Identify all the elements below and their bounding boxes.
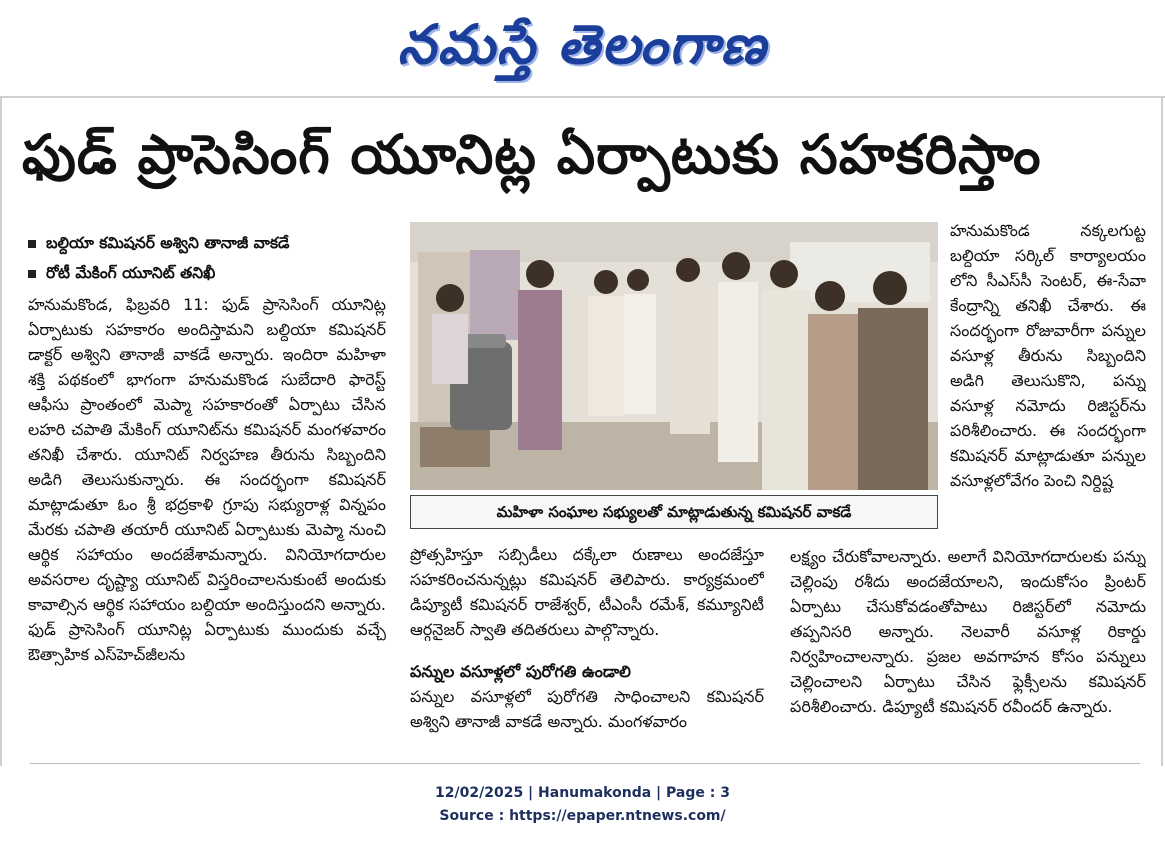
newspaper-logo: నమస్తే తెలంగాణ bbox=[397, 12, 768, 76]
article-column-left bbox=[28, 292, 386, 756]
article-text: ప్రోత్సహిస్తూ సబ్సిడీలు దక్కేలా రుణాలు అందజేస్తూ సహకరించనున్నట్లు కమిషనర్ తెలిపారు. కార్యక్రమంలో డిప్యూటీ కమిషనర్ రాజేశ్వర్, టీఎంసీ రమేశ్, కమ్యూనిటీ ఆర్గనైజర్ స్వాతి తదితరులు పాల్గొన్నారు. bbox=[410, 545, 764, 639]
bullet-text: బల్దియా కమిషనర్ అశ్విని తానాజీ వాకడే bbox=[46, 234, 290, 252]
bullet-item bbox=[28, 258, 388, 288]
article-column-mid-1 bbox=[410, 542, 764, 652]
article-column-right-top bbox=[950, 218, 1146, 536]
article-column-mid-2 bbox=[410, 684, 764, 744]
subheadline-bullets bbox=[28, 228, 388, 288]
masthead bbox=[0, 4, 1165, 84]
bottom-divider bbox=[30, 763, 1140, 764]
article-text: పన్నుల వసూళ్లలో పురోగతి సాధించాలని కమిషనర్ అశ్విని తానాజీ వాకడే అన్నారు. మంగళవారం bbox=[410, 687, 764, 731]
headline: ఫుడ్ ప్రాసెసింగ్ యూనిట్ల ఏర్పాటుకు సహకరిస్తాం bbox=[22, 123, 1042, 186]
photo-illustration bbox=[410, 222, 938, 490]
bullet-text: రోటీ మేకింగ్ యూనిట్ తనిఖీ bbox=[46, 264, 216, 282]
article-column-right-bottom bbox=[790, 544, 1146, 748]
right-border bbox=[1161, 96, 1163, 766]
article-text: హనుమకొండ నక్కలగుట్ట బల్దియా సర్కిల్ కార్యాలయం లోని సీఎస్‌సీ సెంటర్, ఈ-సేవా కేంద్రాన్ని తనిఖీ చేశారు. ఈ సందర్భంగా రోజువారీగా పన్నుల వసూళ్ల తీరును సిబ్బందిని అడిగి తెలుసుకొని, పన్ను వసూళ్ల నమోదు రిజిస్టర్‌ను పరిశీలించారు. ఈ సందర్భంగా కమిషనర్ మాట్లాడుతూ పన్నుల వసూళ్లలోవేగం పెంచి నిర్దిష్ట bbox=[950, 221, 1146, 490]
photo-caption: మహిళా సంఘాల సభ్యులతో మాట్లాడుతున్న కమిషనర్ వాకడే bbox=[410, 495, 938, 529]
article-subheading: పన్నుల వసూళ్లలో పురోగతి ఉండాలి bbox=[410, 662, 631, 681]
bullet-square-icon bbox=[28, 240, 36, 248]
left-border bbox=[0, 96, 2, 766]
top-divider bbox=[0, 96, 1165, 98]
footer-date-line: 12/02/2025 | Hanumakonda | Page : 3 bbox=[435, 785, 730, 801]
bullet-item bbox=[28, 228, 388, 258]
article-text: లక్ష్యం చేరుకోవాలన్నారు. అలాగే వినియోగదారులకు పన్ను చెల్లింపు రశీదు అందజేయాలని, ఇందుకోసం ప్రింటర్ ఏర్పాటు చేసుకోవడంతోపాటు రిజిస్టర్‌లో నమోదు తప్పనిసరి అన్నారు. నెలవారీ వసూళ్ల రికార్డు నిర్వహించాలన్నారు. ప్రజల అవగాహన కోసం పన్నులు చెల్లించాలని ఏర్పాటు చేసిన ఫ్లెక్సీలను కమిషనర్ పరిశీలించారు. డిప్యూటీ కమిషనర్ రవీందర్ ఉన్నారు. bbox=[790, 547, 1146, 716]
news-photo bbox=[410, 222, 938, 490]
article-text: హనుమకొండ, ఫిబ్రవరి 11: ఫుడ్ ప్రాసెసింగ్ యూనిట్ల ఏర్పాటుకు సహకారం అందిస్తామని బల్దియా కమిషనర్ డాక్టర్ అశ్విని తానాజీ వాకడే అన్నారు. ఇందిరా మహిళా శక్తి పథకంలో భాగంగా హనుమకొండ సుబేదారి ఫారెస్ట్ ఆఫీసు ప్రాంతంలో మెప్మా సహకారంతో ఏర్పాటు చేసిన లహరి చపాతి మేకింగ్ యూనిట్‌ను కమిషనర్ మంగళవారం తనిఖీ చేశారు. యూనిట్ నిర్వహణ తీరును సిబ్బందిని అడిగి తెలుసుకున్నారు. ఈ సందర్భంగా కమిషనర్ మాట్లాడుతూ ఓం శ్రీ భద్రకాళి గ్రూపు సభ్యురాళ్ల విన్నపం మేరకు చపాతి తయారీ యూనిట్ ఏర్పాటుకు మెప్మా నుంచి ఆర్థిక సహాయం అందజేశామన్నారు. వినియోగదారుల అవసరాల దృష్ట్యా యూనిట్ విస్తరించాలనుకుంటే అందుకు కావాల్సిన ఆర్థిక సహాయం బల్దియా అందిస్తుందని అన్నారు. ఫుడ్ ప్రాసెసింగ్ యూనిట్ల ఏర్పాటుకు ముందుకు వచ్చే ఔత్సాహిక ఎస్‌హెచ్‌జీలను bbox=[28, 295, 386, 664]
bullet-square-icon bbox=[28, 270, 36, 278]
footer-source-link[interactable]: Source : https://epaper.ntnews.com/ bbox=[439, 808, 726, 824]
